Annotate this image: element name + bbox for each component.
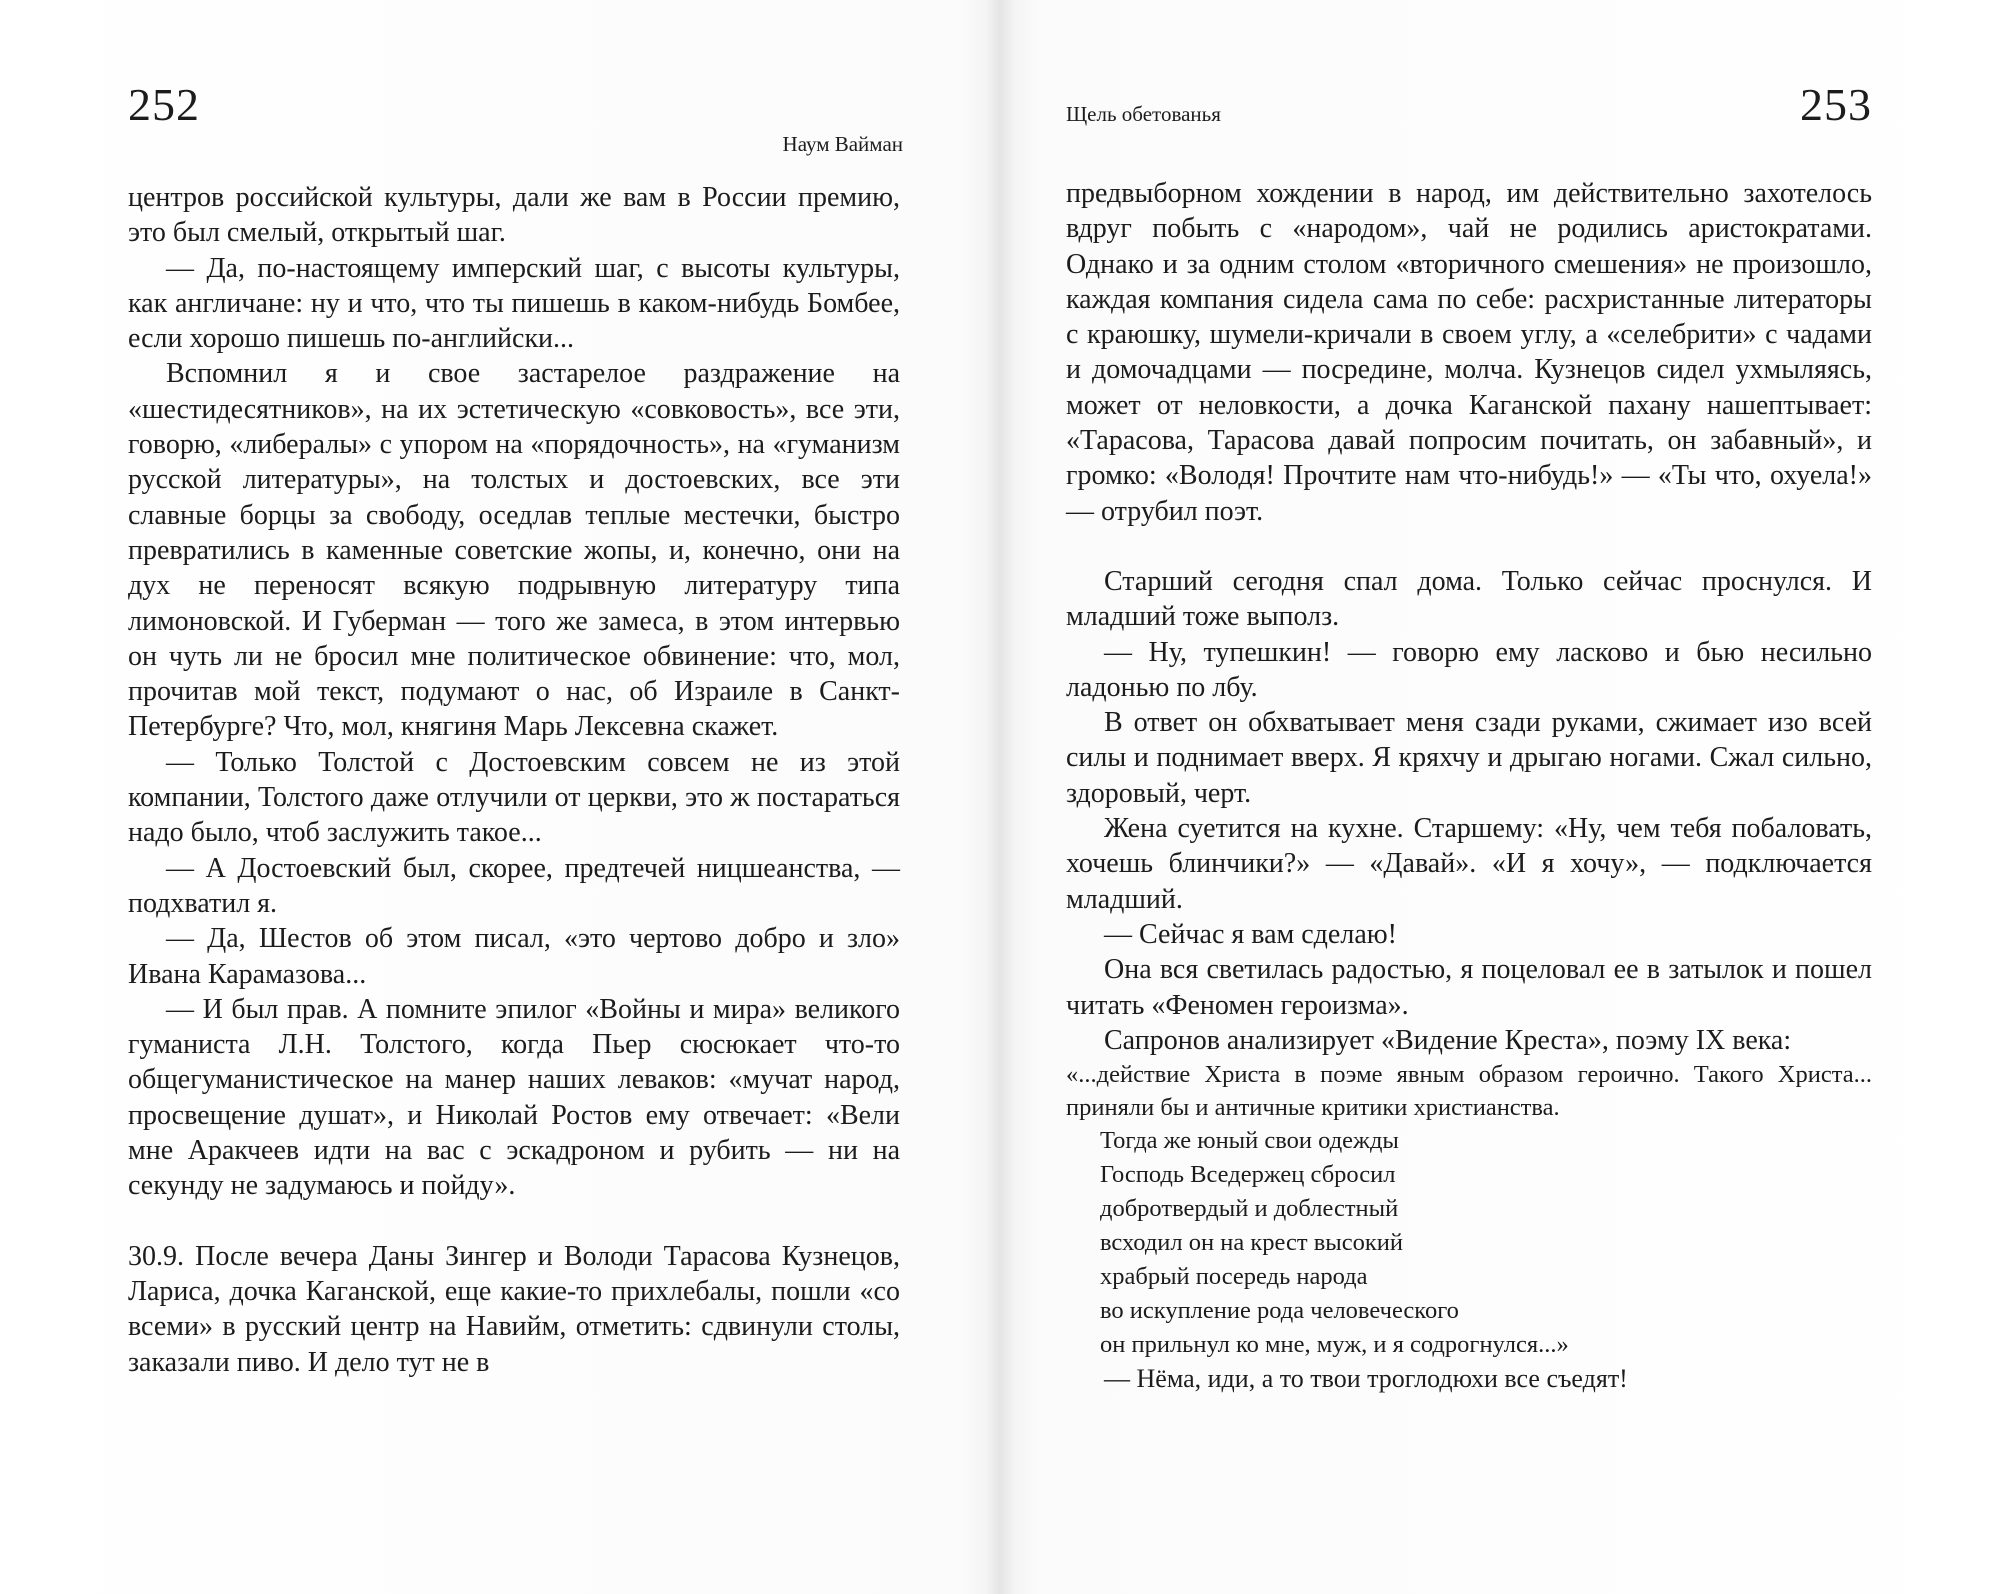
poem-line: храбрый посередь народа [1100,1263,1368,1291]
paragraph: центров российской культуры, дали же вам в России премию, это был смелый, открытый шаг. [128,182,900,249]
paragraph: Жена суетится на кухне. Старшему: «Ну, чем тебя побаловать, хочешь блинчики?» — «Давай». «И я хочу», — подключается младший. [1066,813,1872,915]
paragraph: Сапронов анализирует «Видение Креста», поэму IX века: [1104,1024,1792,1056]
entry-date: 30.9. [128,1240,184,1272]
entry-text: После вечера Даны Зингер и Володи Тарасова Кузнецов, Лариса, дочка Каганской, еще какие-то прихлебалы, пошли «со всеми» в русский центр на Навийм, отметить: сдвинули столы, заказали пиво. И дело тут не в [128,1240,900,1378]
paragraph: — Да, по-настоящему имперский шаг, с высоты культуры, как англичане: ну и что, что ты пишешь в каком-нибудь Бомбее, если хорошо пишешь по-английски... [128,252,900,355]
right-page-number: 253 [1800,79,1872,130]
poem-line: добротвердый и доблестный [1100,1195,1399,1223]
right-running-head: Щель обетованья [1066,102,1221,126]
paragraph: — Сейчас я вам сделаю! [1104,918,1397,950]
quote-end: он прильнул ко мне, муж, и я содрогнулся...» [1100,1331,1569,1359]
quote-intro: «...действие Христа в поэме явным образом героично. Такого Христа... приняли бы и античные критики христианства. [1066,1061,1872,1122]
paragraph: Старший сегодня спал дома. Только сейчас проснулся. И младший тоже выполз. [1066,565,1872,633]
paragraph: — Только Толстой с Достоевским совсем не из этой компании, Толстого даже отлучили от церкви, это ж постараться надо было, чтоб заслужить такое... [128,746,900,849]
paragraph: Она вся светилась радостью, я поцеловал ее в затылок и пошел читать «Феномен героизма». [1066,954,1872,1021]
poem-line: Тогда же юный свои одежды [1100,1127,1399,1155]
left-running-head: Наум Вайман [782,132,903,156]
diary-entry [128,1239,900,1380]
paragraph: — Ну, тупешкин! — говорю ему ласково и бью несильно ладонью по лбу. [1066,636,1872,703]
paragraph: Вспомнил я и свое застарелое раздражение на «шестидесятников», на их эстетическую «совковость», все эти, говорю, «либералы» с упором на «порядочность», на «гуманизм русской литературы», на толстых и достоевских, все эти славные борцы за свободу, оседлав теплые местечки, быстро превратились в каменные советские жопы, и, конечно, они на дух не переносят всякую подрывную литературу типа лимоновской. И Губерман — того же замеса, в этом интервью он чуть ли не бросил мне политическое обвинение: что, мол, прочитав мой текст, подумают о нас, об Израиле в Санкт-Петербурге? Что, мол, княгиня Марь Лексевна скажет. [128,358,900,743]
poem-line: всходил он на крест высокий [1100,1229,1403,1257]
poem-line: во искупление рода человеческого [1100,1297,1459,1325]
left-page-number: 252 [128,79,200,130]
right-page-body [1066,176,1872,1396]
poem-line: Господь Вседержец сбросил [1100,1161,1396,1189]
left-page-body [128,180,900,1380]
paragraph: предвыборном хождении в народ, им действительно захотелось вдруг побыть с «народом», чай не родились аристократами. Однако и за одним столом «вторичного смешения» не произошло, каждая компания сидела сама по себе: расхристанные литераторы с краюшку, шумели-кричали в своем углу, а «селебрити» с чадами и домочадцами — посредине, молча. Кузнецов сидел ухмыляясь, может от неловкости, а дочка Каганской пахану нашептывает: «Тарасова, Тарасова давай попросим почитать, он забавный», и громко: «Володя! Прочтите нам что-нибудь!» — «Ты что, охуела!» — отрубил поэт. [1066,178,1872,527]
paragraph: — Нёма, иди, а то твои троглодюхи все съедят! [1104,1364,1628,1394]
paragraph: В ответ он обхватывает меня сзади руками, сжимает изо всей силы и поднимает вверх. Я кряхчу и дрыгаю ногами. Сжал сильно, здоровый, черт. [1066,707,1872,809]
right-page [1000,0,2000,1594]
paragraph: — И был прав. А помните эпилог «Войны и мира» великого гуманиста Л.Н. Толстого, когда Пьер сюсюкает что-то общегуманистическое на манер наших леваков: «мучат народ, просвещение душат», и Николай Ростов ему отвечает: «Вели мне Аракчеев идти на вас с эскадроном и рубить — ни на секунду не задумаюсь и пойду». [128,993,900,1202]
paragraph: — Да, Шестов об этом писал, «это чертово добро и зло» Ивана Карамазова... [128,923,900,990]
paragraph: — А Достоевский был, скорее, предтечей ницшеанства, — подхватил я. [128,852,900,919]
